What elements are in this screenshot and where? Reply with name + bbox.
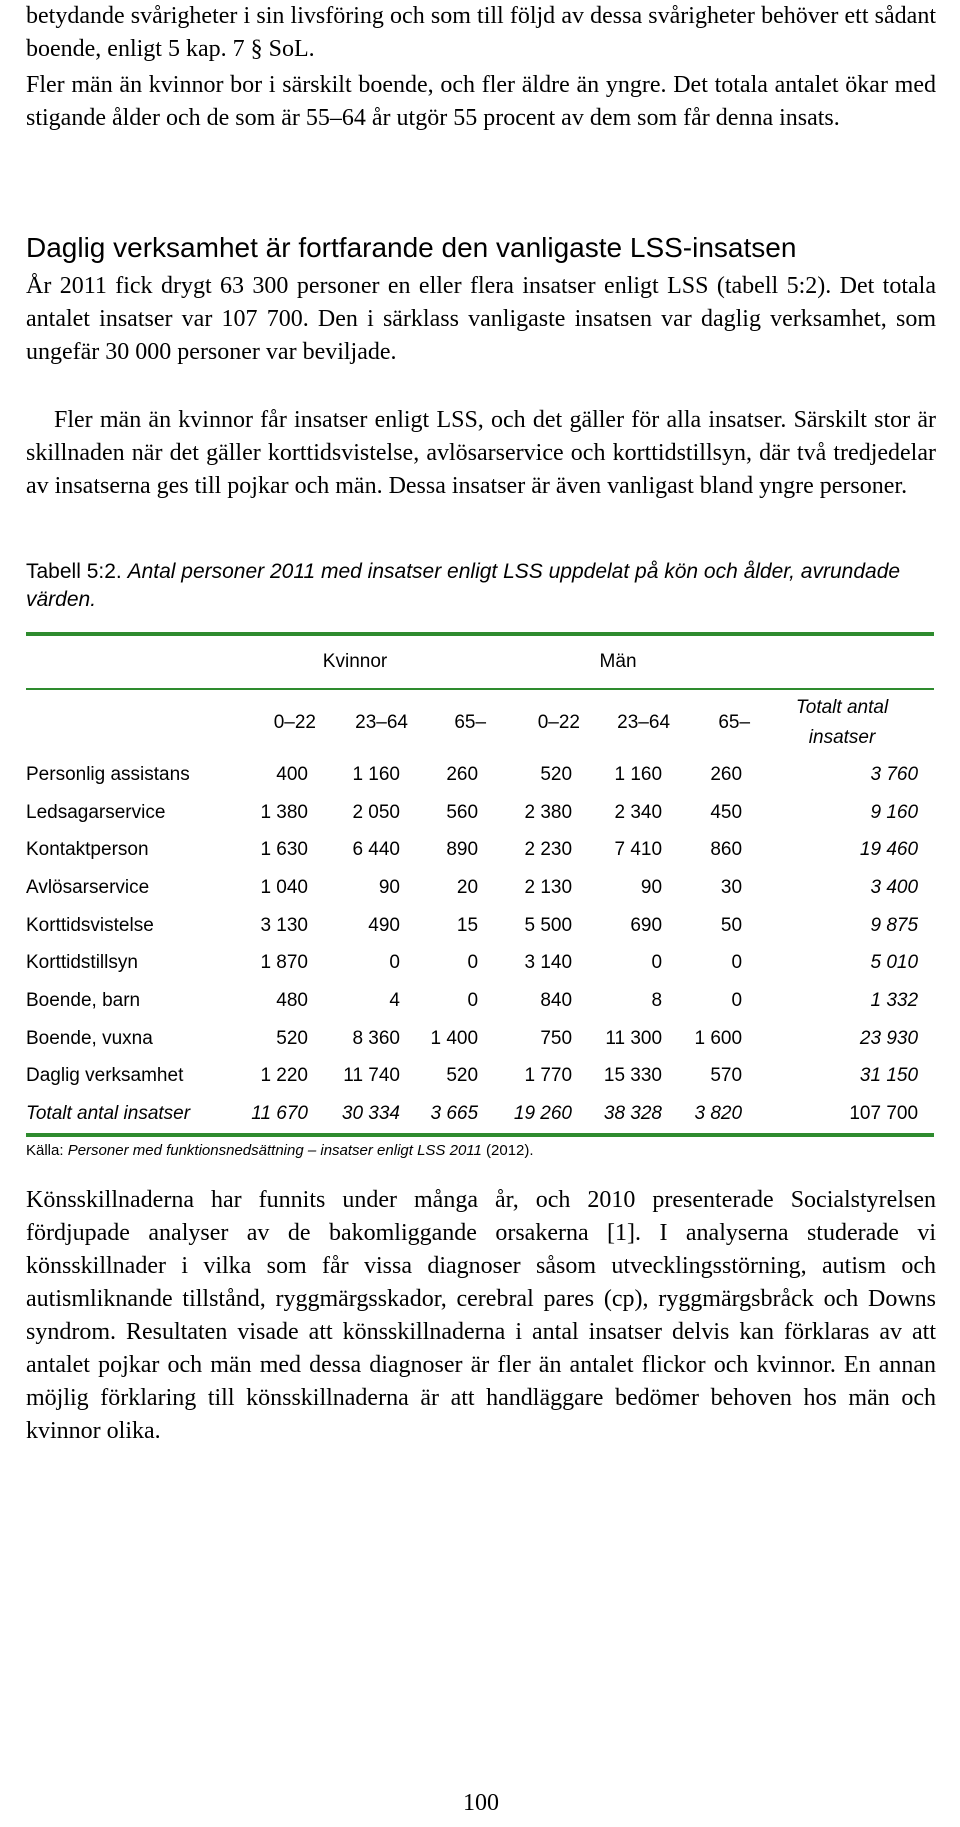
cell-total: 23 930 (859, 1027, 919, 1049)
cell-value: 1 040 (260, 876, 308, 898)
cell-value: 1 870 (260, 952, 308, 974)
row-label: Korttidsvistelse (26, 914, 154, 936)
row-label: Boende, vuxna (26, 1027, 153, 1049)
source-title: Personer med funktionsnedsättning – insatser enligt LSS 2011 (67, 1141, 482, 1159)
cell-value: 260 (710, 763, 743, 785)
cell-value: 260 (446, 763, 479, 785)
cell-total: 19 460 (859, 839, 919, 861)
cell-value: 0 (389, 952, 400, 974)
cell-value: 7 410 (614, 839, 663, 861)
cell-value: 4 (389, 989, 400, 1011)
cell-value: 560 (446, 801, 479, 823)
cell-value: 570 (710, 1065, 743, 1087)
cell-value: 38 328 (603, 1103, 663, 1125)
table-row (26, 1020, 934, 1058)
cell-total: 5 010 (870, 952, 919, 974)
row-label: Ledsagarservice (26, 801, 166, 823)
cell-value: 1 400 (430, 1027, 479, 1049)
cell-value: 30 334 (341, 1103, 400, 1125)
cell-value: 15 (456, 914, 479, 936)
cell-value: 19 260 (513, 1103, 573, 1125)
cell-value: 2 230 (524, 839, 573, 861)
cell-value: 1 630 (260, 839, 308, 861)
cell-value: 690 (630, 914, 663, 936)
cell-value: 1 160 (352, 763, 400, 785)
age-header: 0–22 (537, 712, 581, 733)
cell-value: 490 (368, 914, 400, 936)
cell-total: 107 700 (849, 1103, 919, 1125)
cell-value: 8 (651, 989, 663, 1011)
cell-total: 9 160 (870, 801, 919, 823)
cell-value: 11 300 (605, 1027, 663, 1049)
table-caption-label: Tabell 5:2. (26, 560, 122, 583)
row-label: Boende, barn (26, 989, 141, 1011)
source-year: (2012). (486, 1141, 534, 1159)
cell-value: 520 (276, 1027, 308, 1049)
age-header: 23–64 (355, 712, 408, 733)
cell-value: 840 (540, 989, 573, 1011)
cell-value: 3 140 (524, 952, 573, 974)
cell-value: 3 130 (260, 914, 308, 936)
lss-table (26, 636, 934, 1133)
total-header-line2: insatser (808, 727, 876, 748)
page-number: 100 (463, 1790, 499, 1816)
cell-value: 0 (651, 952, 663, 974)
source-label: Källa: (26, 1141, 64, 1159)
cell-value: 0 (731, 989, 743, 1011)
paragraph-lss-gender: Fler män än kvinnor får insatser enligt LSS, och det gäller för alla insatser. Särskilt stor är skillnaden när det gäller korttidsvistelse, avlösarservice och korttidstillsyn, där två tredjedelar av insatserna ges till pojkar och män. Dessa insatser är även vanligast bland yngre personer. (26, 407, 936, 499)
table-bottom-rule (26, 1133, 934, 1137)
cell-value: 8 360 (352, 1027, 400, 1049)
row-label: Korttidstillsyn (26, 952, 138, 974)
cell-value: 90 (378, 876, 400, 898)
cell-value: 90 (640, 876, 663, 898)
cell-value: 1 160 (614, 763, 663, 785)
cell-value: 6 440 (352, 839, 400, 861)
cell-value: 2 380 (524, 801, 573, 823)
age-header: 65– (718, 712, 751, 733)
group-header-women: Kvinnor (322, 651, 388, 672)
cell-value: 2 130 (524, 876, 573, 898)
cell-value: 1 600 (694, 1027, 743, 1049)
paragraph-lss-overview: År 2011 fick drygt 63 300 personer en eller flera insatser enligt LSS (tabell 5:2). Det totala antalet insatser var 107 700. Den i särklass vanligaste insatsen var daglig verksamhet, som ungefär 30 000 personer var beviljade. (26, 273, 936, 365)
cell-value: 20 (456, 876, 479, 898)
cell-value: 0 (467, 952, 479, 974)
group-header-men: Män (599, 651, 637, 672)
table-row (26, 1058, 934, 1096)
cell-value: 480 (276, 989, 308, 1011)
cell-value: 50 (720, 914, 743, 936)
table-caption (26, 558, 936, 614)
section-heading: Daglig verksamhet är fortfarande den vanligaste LSS-insatsen (26, 232, 797, 263)
cell-total: 3 760 (870, 763, 919, 785)
table-group-header-row (26, 636, 934, 688)
table-total-row (26, 1095, 934, 1133)
row-label: Kontaktperson (26, 839, 149, 861)
cell-value: 450 (710, 801, 743, 823)
cell-value: 3 665 (430, 1103, 479, 1125)
cell-total: 1 332 (870, 989, 919, 1011)
paragraph-gender-analysis: Könsskillnaderna har funnits under många år, och 2010 presenterade Socialstyrelsen fördjupade analyser av de bakomliggande orsakerna [1]. I analyserna studerade vi könsskillnader i vilka som får vissa diagnoser såsom utvecklingsstörning, autism och autismliknande tillstånd, ryggmärgsskador, cerebral pares (cp), ryggmärgsbråck och Downs syndrom. Resultaten visade att könsskillnaderna i antal insatser delvis kan förklaras av att antalet pojkar och män med dessa diagnoser är fler än antalet flickor och kvinnor. En annan möjlig förklaring till könsskillnaderna är att handläggare bedömer behoven hos män och kvinnor olika. (26, 1187, 936, 1444)
cell-value: 0 (731, 952, 743, 974)
table-row (26, 831, 934, 869)
cell-value: 15 330 (603, 1065, 663, 1087)
table-row (26, 756, 934, 794)
cell-value: 1 220 (260, 1065, 308, 1087)
cell-value: 520 (540, 763, 573, 785)
cell-value: 11 670 (251, 1103, 308, 1125)
table-row (26, 869, 934, 907)
table-age-header-row (26, 690, 934, 756)
table-caption-title: Antal personer 2011 med insatser enligt LSS uppdelat på kön och ålder, avrundade värden. (26, 560, 901, 611)
paragraph-intro-continued: betydande svårigheter i sin livsföring och som till följd av dessa svårigheter behöver ett sådant boende, enligt 5 kap. 7 § SoL. (26, 3, 936, 62)
cell-value: 1 770 (524, 1065, 573, 1087)
cell-value: 860 (710, 839, 743, 861)
cell-value: 890 (446, 839, 479, 861)
cell-value: 2 050 (352, 801, 400, 823)
cell-value: 0 (467, 989, 479, 1011)
cell-total: 31 150 (859, 1065, 919, 1087)
row-label: Totalt antal insatser (26, 1103, 191, 1125)
row-label: Daglig verksamhet (26, 1065, 184, 1087)
cell-total: 3 400 (870, 876, 919, 898)
table-row (26, 794, 934, 832)
cell-value: 30 (720, 876, 743, 898)
table-source (26, 1141, 936, 1161)
row-label: Avlösarservice (26, 876, 150, 898)
cell-value: 400 (276, 763, 308, 785)
cell-value: 2 340 (614, 801, 663, 823)
lss-table-container (26, 632, 936, 1161)
age-header: 65– (454, 712, 487, 733)
total-header-line1: Totalt antal (795, 697, 889, 718)
age-header: 0–22 (273, 712, 316, 733)
table-body (26, 756, 934, 1133)
cell-value: 3 820 (694, 1103, 743, 1125)
cell-value: 1 380 (260, 801, 308, 823)
table-row (26, 907, 934, 945)
table-row (26, 944, 934, 982)
table-row (26, 982, 934, 1020)
cell-value: 520 (446, 1065, 479, 1087)
cell-value: 750 (540, 1027, 573, 1049)
age-header: 23–64 (617, 712, 671, 733)
total-header (750, 690, 934, 756)
row-label: Personlig assistans (26, 763, 190, 785)
cell-value: 11 740 (343, 1065, 400, 1087)
cell-total: 9 875 (870, 914, 919, 936)
paragraph-special-housing: Fler män än kvinnor bor i särskilt boende, och fler äldre än yngre. Det totala antalet ökar med stigande ålder och de som är 55–64 år utgör 55 procent av dem som får denna insats. (26, 72, 936, 131)
cell-value: 5 500 (524, 914, 573, 936)
